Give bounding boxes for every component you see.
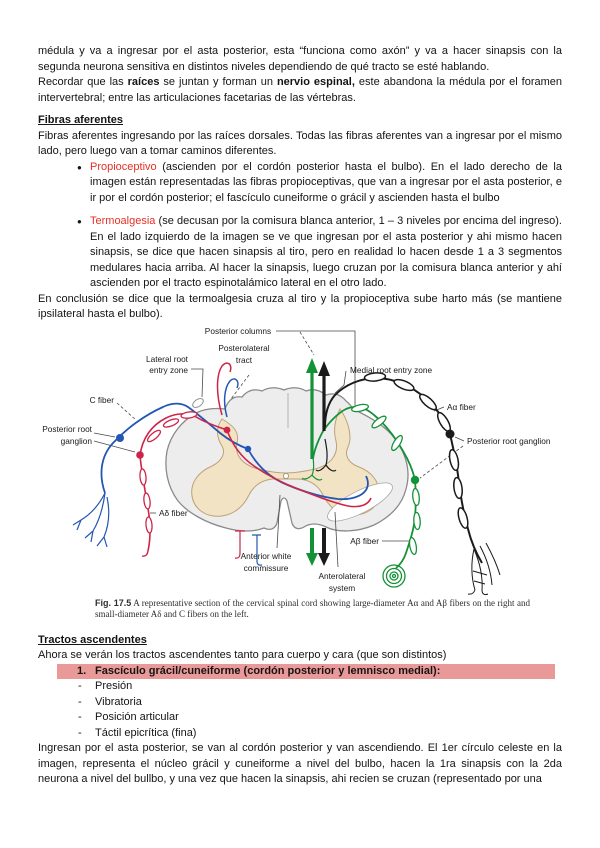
list-item-label: Posición articular xyxy=(95,711,179,723)
intro-p2-text: se juntan y forman un xyxy=(159,76,277,88)
figure-caption xyxy=(95,598,530,621)
bold-raices: raíces xyxy=(127,76,160,88)
c-fiber-skin-endings xyxy=(73,493,109,547)
dash-icon: - xyxy=(78,695,82,708)
label-anterolateral-system: system xyxy=(328,582,356,593)
spinal-cord-figure xyxy=(30,325,570,621)
highlighted-list-item xyxy=(57,664,555,680)
c-fiber-synapse-dot xyxy=(245,445,251,451)
intro-p2-text: Recordar que las xyxy=(38,76,128,88)
modality-list xyxy=(38,679,562,741)
bullet-icon: ● xyxy=(77,217,82,226)
green-up-arrowhead xyxy=(306,358,318,373)
lateral-root-leader xyxy=(191,369,203,397)
prg-right-leader xyxy=(455,437,464,441)
a-delta-synapse-dot xyxy=(224,426,231,433)
list-item-label: Presión xyxy=(95,680,133,692)
label-anterior-white-commissure: Anterior white xyxy=(240,550,292,561)
c-fiber-leader xyxy=(117,403,136,420)
label-lateral-root-entry-zone: Lateral root xyxy=(146,353,188,364)
term-termoalgesia: Termoalgesia xyxy=(90,215,156,227)
tractos-paragraph: Ahora se verán los tractos ascendentes tanto para cuerpo y cara (que son distintos) xyxy=(38,649,447,661)
list-item xyxy=(38,726,562,742)
central-canal xyxy=(283,473,288,478)
intro-paragraph-2 xyxy=(38,75,562,106)
label-c-fiber: C fiber xyxy=(89,394,114,405)
spinal-cord-diagram xyxy=(30,325,570,597)
bullet-icon: ● xyxy=(77,162,82,172)
dash-icon: - xyxy=(78,726,82,739)
label-posterolateral-tract: Posterolateral xyxy=(218,342,270,353)
black-down-arrowhead xyxy=(318,553,330,566)
list-item-propioceptivo xyxy=(38,160,562,207)
green-down-arrowhead xyxy=(306,553,318,566)
conclusion-paragraph: En conclusión se dice que la termoalgesia cruza al tiro y la propioceptiva sube harto más (se mantiene ipsilateral hasta el bulbo). xyxy=(38,292,562,320)
label-posterior-columns: Posterior columns xyxy=(204,325,272,336)
a-beta-spiral-ending xyxy=(383,565,405,587)
label-posterior-root-ganglion-left: Posterior root xyxy=(42,423,92,434)
a-delta-ganglion-dot xyxy=(136,451,144,459)
a-delta-end-hook xyxy=(142,551,148,556)
bold-nervio-espinal: nervio espinal, xyxy=(276,76,355,88)
heading-fibras-aferentes: Fibras aferentes xyxy=(38,114,123,126)
list-item xyxy=(38,710,562,726)
term-propioceptivo: Propioceptivo xyxy=(90,160,157,173)
root-entry-marker xyxy=(191,396,205,409)
intro-p2-text: este abandona la médula por el foramen intervertebral; entre las articulaciones facetarias de las vértebras. xyxy=(38,76,563,104)
final-paragraph: Ingresan por el asta posterior, se van al cordón posterior y van ascendiendo. El 1er círculo celeste en la imagen, representa el núcleo grácil y cuneiforme a nivel del bulbo, hacen la 1ra sinapsis con la 2da neurona a nivel del bullbo, y una vez que hacen la sinapsis, ahi recien se cruzan (representado por una xyxy=(38,742,562,785)
label-posterior-root-ganglion-left: ganglion xyxy=(60,435,92,446)
intro-paragraph-1: médula y va a ingresar por el asta posterior, esta “funciona como axón” y va a hacer sinapsis con la segunda neurona sensitiva en distintos niveles dependiendo de qué tracto se esté hablando. xyxy=(38,45,562,73)
list-item-label: Vibratoria xyxy=(95,695,142,708)
label-a-delta-fiber: Aδ fiber xyxy=(159,507,188,518)
label-a-beta-fiber: Aβ fiber xyxy=(350,535,379,546)
fibras-paragraph: Fibras aferentes ingresando por las raíces dorsales. Todas las fibras aferentes van a ingresar por el mismo lado, pero luego van a tomar caminos diferentes. xyxy=(38,129,562,157)
list-item-termoalgesia xyxy=(38,214,562,292)
label-lateral-root-entry-zone: entry zone xyxy=(149,364,188,375)
label-anterolateral-system: Anterolateral xyxy=(318,570,366,581)
c-fiber-ganglion-dot xyxy=(116,434,124,442)
label-posterior-root-ganglion-right: Posterior root ganglion xyxy=(467,435,551,446)
figure-caption-text: A representative section of the cervical spinal cord showing large-diameter Aα and Aβ fibers on the right and small-diameter Aδ and C fibers on the left. xyxy=(95,597,530,619)
label-medial-root-entry-zone: Medial root entry zone xyxy=(350,364,433,375)
highlighted-item-text: Fascículo grácil/cuneiforme (cordón posterior y lemnisco medial): xyxy=(95,664,441,677)
list-item xyxy=(38,679,562,695)
afferent-fiber-list xyxy=(38,160,562,292)
list-number: 1. xyxy=(77,664,87,677)
a-beta-ganglion-dot xyxy=(411,475,419,483)
black-up-arrowhead xyxy=(318,361,330,376)
list-item xyxy=(38,695,562,711)
heading-tractos-ascendentes: Tractos ascendentes xyxy=(38,633,147,646)
dash-icon: - xyxy=(78,680,82,692)
label-posterolateral-tract: tract xyxy=(235,354,253,365)
figure-caption-number: Fig. 17.5 xyxy=(95,597,132,608)
label-anterior-white-commissure: commissure xyxy=(243,562,289,573)
posterior-columns-dashed-leader xyxy=(300,332,314,355)
label-a-alpha-fiber: Aα fiber xyxy=(447,401,476,412)
list-item-label: Táctil epicrítica (fina) xyxy=(95,726,197,739)
a-alpha-ganglion-dot xyxy=(446,429,455,438)
dash-icon: - xyxy=(78,711,82,723)
termoalgesia-text: (se decusan por la comisura blanca anterior, 1 – 3 niveles por encima del ingreso). En el lado izquierdo de la imagen se ve que ingresan por el asta posterior y ahi mismo hacen sinapsis, se dice que hacen sinapsis al tiro, pero en realidad lo hacen desde 1 a 3 segmentos medulares hacia arriba. Al hacer la sinapsis, luego cruzan por la comisura blanca anterior y ahí ascienden por el tracto espinotalámico lateral en el otro lado. xyxy=(90,215,562,289)
propioceptivo-text: (ascienden por el cordón posterior hasta el bulbo). En el lado derecho de la imagen están representadas las fibras propioceptivas, que van a ingresar por el asta posterior, e ir por el cordón posterior; el fascículo cuneiforme o grácil y ascienden hasta el bulbo xyxy=(90,160,562,204)
muscle-spindle-ending xyxy=(468,543,500,595)
prg-left-leader-1 xyxy=(94,433,115,437)
